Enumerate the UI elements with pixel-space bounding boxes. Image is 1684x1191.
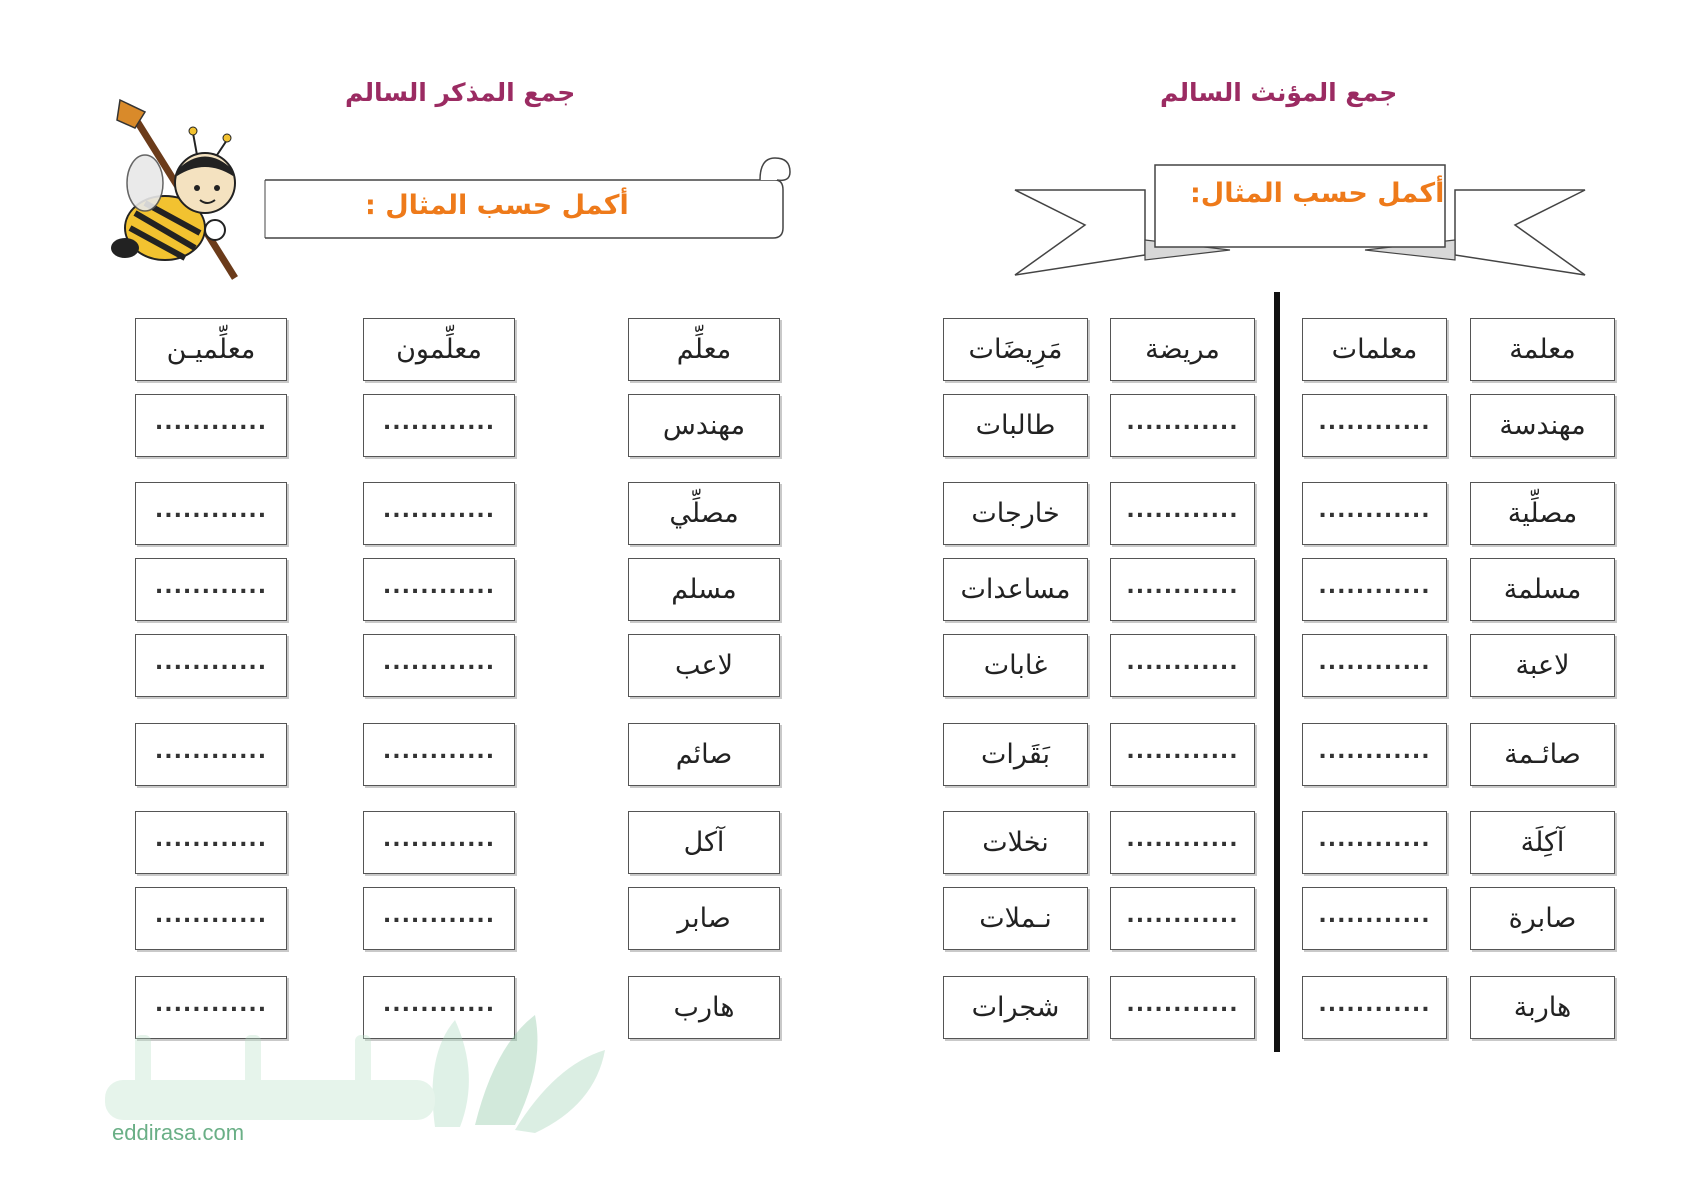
masc-plural-nom-blank[interactable]: ............ xyxy=(363,482,515,545)
masc-plural-nom-blank[interactable]: ............ xyxy=(363,811,515,874)
fem-plural-cell: معلمات xyxy=(1302,318,1447,381)
masc-plural-nom-blank[interactable]: ............ xyxy=(363,394,515,457)
watermark-url: eddirasa.com xyxy=(112,1120,245,1145)
masc-singular-cell: صابر xyxy=(628,887,780,950)
fem-singular-cell: معلمة xyxy=(1470,318,1615,381)
masc-singular-cell: معلِّم xyxy=(628,318,780,381)
fem-singular2-blank[interactable]: ............ xyxy=(1110,976,1255,1039)
right-instruction: أكمل حسب المثال: xyxy=(1190,178,1445,209)
fem-plural2-cell: غابات xyxy=(943,634,1088,697)
masc-plural-acc-cell: معلِّميـن xyxy=(135,318,287,381)
fem-plural-blank[interactable]: ............ xyxy=(1302,887,1447,950)
fem-singular-cell: هاربة xyxy=(1470,976,1615,1039)
fem-plural-blank[interactable]: ............ xyxy=(1302,558,1447,621)
masc-plural-acc-blank[interactable]: ............ xyxy=(135,811,287,874)
masc-plural-acc-blank[interactable]: ............ xyxy=(135,558,287,621)
masc-plural-acc-blank[interactable]: ............ xyxy=(135,887,287,950)
fem-plural-blank[interactable]: ............ xyxy=(1302,482,1447,545)
masc-singular-cell: مهندس xyxy=(628,394,780,457)
masc-plural-nom-blank[interactable]: ............ xyxy=(363,887,515,950)
right-section-title: جمع المؤنث السالم xyxy=(1160,78,1398,107)
fem-plural2-cell: طالبات xyxy=(943,394,1088,457)
masc-plural-acc-blank[interactable]: ............ xyxy=(135,634,287,697)
fem-plural-blank[interactable]: ............ xyxy=(1302,811,1447,874)
masc-plural-acc-blank[interactable]: ............ xyxy=(135,723,287,786)
fem-singular2-blank[interactable]: ............ xyxy=(1110,723,1255,786)
masc-singular-cell: لاعب xyxy=(628,634,780,697)
fem-singular-cell: مصلِّية xyxy=(1470,482,1615,545)
masc-singular-cell: آكل xyxy=(628,811,780,874)
fem-plural2-cell: خارجات xyxy=(943,482,1088,545)
masc-plural-nom-blank[interactable]: ............ xyxy=(363,558,515,621)
masc-singular-cell: هارب xyxy=(628,976,780,1039)
fem-plural-blank[interactable]: ............ xyxy=(1302,976,1447,1039)
fem-singular2-blank[interactable]: ............ xyxy=(1110,394,1255,457)
fem-plural-blank[interactable]: ............ xyxy=(1302,634,1447,697)
fem-singular-cell: مهندسة xyxy=(1470,394,1615,457)
fem-singular-cell: لاعبة xyxy=(1470,634,1615,697)
fem-singular-cell: صابرة xyxy=(1470,887,1615,950)
masc-plural-acc-blank[interactable]: ............ xyxy=(135,976,287,1039)
masc-plural-nom-blank[interactable]: ............ xyxy=(363,976,515,1039)
fem-plural-blank[interactable]: ............ xyxy=(1302,394,1447,457)
masc-singular-cell: مصلِّي xyxy=(628,482,780,545)
left-section-title: جمع المذكر السالم xyxy=(345,78,576,107)
fem-plural-blank[interactable]: ............ xyxy=(1302,723,1447,786)
fem-singular2-blank[interactable]: ............ xyxy=(1110,634,1255,697)
fem-singular-cell: صائـمة xyxy=(1470,723,1615,786)
fem-plural2-cell: شجرات xyxy=(943,976,1088,1039)
bee-pencil-illustration xyxy=(105,98,265,283)
masc-plural-acc-blank[interactable]: ............ xyxy=(135,482,287,545)
masc-plural-acc-blank[interactable]: ............ xyxy=(135,394,287,457)
masc-plural-nom-cell: معلِّمون xyxy=(363,318,515,381)
fem-singular2-blank[interactable]: ............ xyxy=(1110,558,1255,621)
masc-plural-nom-blank[interactable]: ............ xyxy=(363,634,515,697)
fem-plural2-cell: مَرِيضَات xyxy=(943,318,1088,381)
fem-singular2-cell: مريضة xyxy=(1110,318,1255,381)
left-instruction: أكمل حسب المثال : xyxy=(365,190,629,221)
fem-singular2-blank[interactable]: ............ xyxy=(1110,811,1255,874)
masc-plural-nom-blank[interactable]: ............ xyxy=(363,723,515,786)
masc-singular-cell: صائم xyxy=(628,723,780,786)
fem-plural2-cell: نخلات xyxy=(943,811,1088,874)
masc-singular-cell: مسلم xyxy=(628,558,780,621)
fem-singular2-blank[interactable]: ............ xyxy=(1110,482,1255,545)
fem-plural2-cell: بَقَرات xyxy=(943,723,1088,786)
fem-singular-cell: مسلمة xyxy=(1470,558,1615,621)
fem-singular2-blank[interactable]: ............ xyxy=(1110,887,1255,950)
vertical-divider xyxy=(1274,292,1280,1052)
fem-plural2-cell: مساعدات xyxy=(943,558,1088,621)
fem-plural2-cell: نـملات xyxy=(943,887,1088,950)
fem-singular-cell: آكِلَة xyxy=(1470,811,1615,874)
